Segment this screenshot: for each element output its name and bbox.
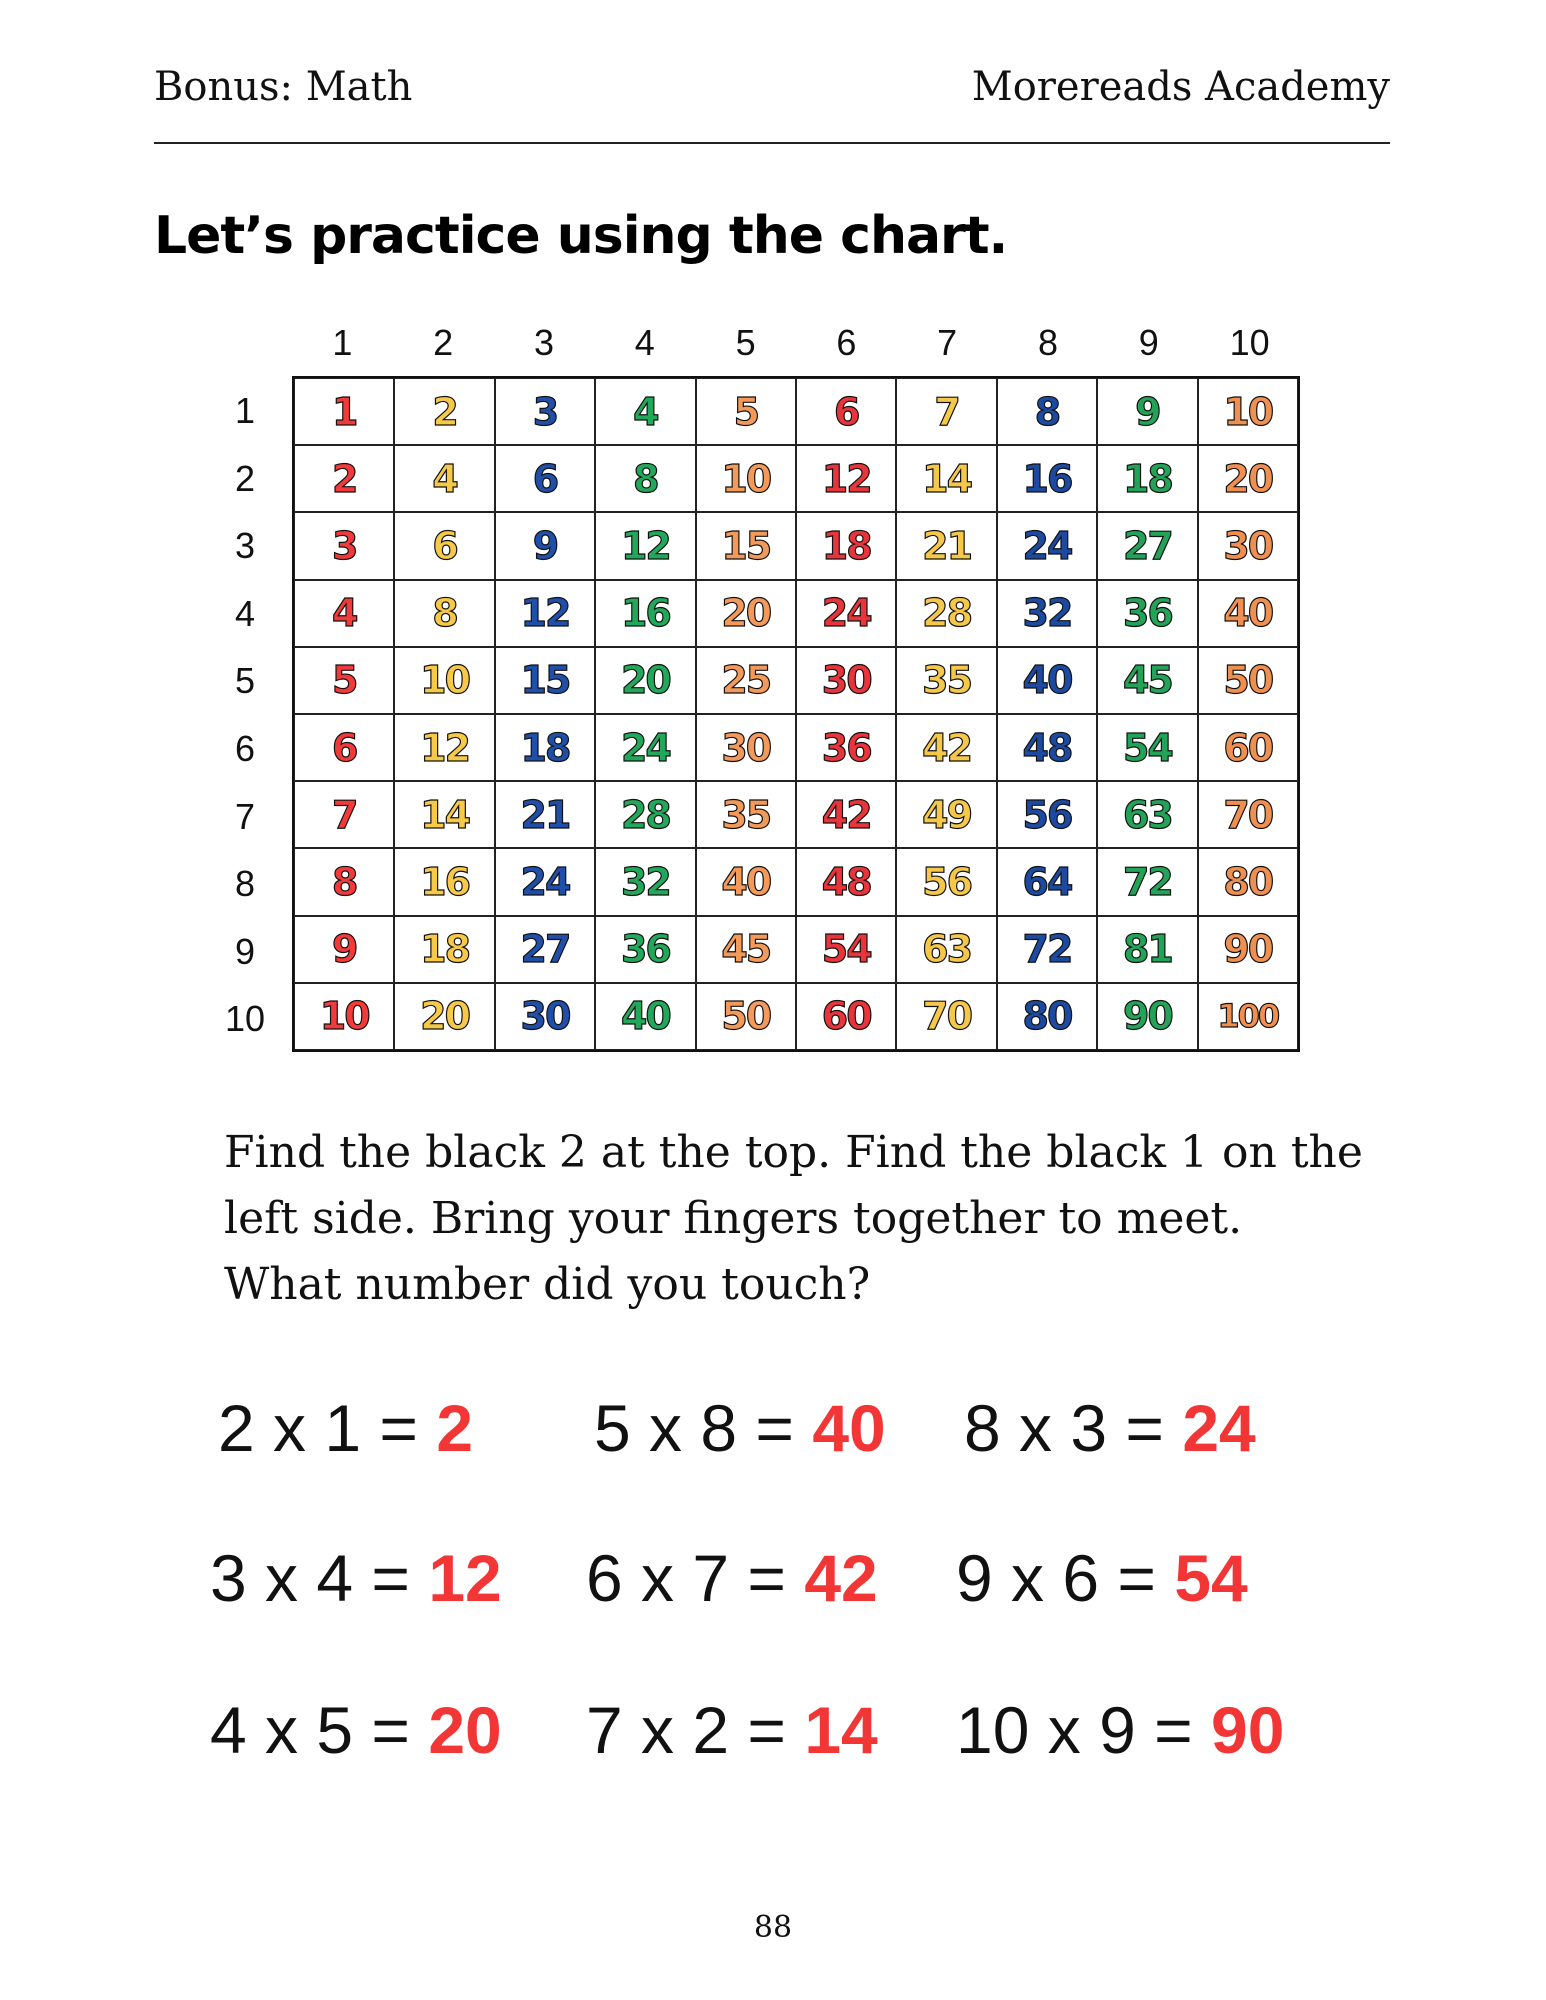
page-number: 88 [753, 1910, 793, 1945]
chart-cell: 42 [796, 781, 896, 848]
instructions-line-3: What number did you touch? [224, 1259, 871, 1310]
row-label: 5 [234, 660, 256, 702]
chart-cell: 2 [394, 378, 494, 445]
chart-cell: 12 [495, 580, 595, 647]
equation [218, 1390, 473, 1466]
equation-problem: 8 x 3 = [964, 1391, 1183, 1465]
equation [956, 1692, 1284, 1768]
chart-cell: 6 [394, 512, 494, 579]
chart-cell: 9 [294, 916, 394, 983]
column-label: 4 [634, 322, 655, 363]
chart-cell: 3 [495, 378, 595, 445]
row-label: 10 [224, 998, 266, 1040]
chart-cell: 49 [896, 781, 996, 848]
chart-cell: 14 [896, 445, 996, 512]
chart-cell: 90 [1198, 916, 1298, 983]
equation [956, 1540, 1248, 1616]
chart-cell: 24 [595, 714, 695, 781]
equation-problem: 2 x 1 = [218, 1391, 437, 1465]
column-label: 8 [1037, 322, 1058, 363]
chart-cell: 40 [696, 848, 796, 915]
chart-cell: 6 [294, 714, 394, 781]
chart-cell: 81 [1097, 916, 1197, 983]
chart-cell: 64 [997, 848, 1097, 915]
equation-answer: 90 [1211, 1693, 1285, 1767]
equation [210, 1540, 502, 1616]
chart-cell: 48 [997, 714, 1097, 781]
chart-cell: 18 [1097, 445, 1197, 512]
chart-cell: 10 [1198, 378, 1298, 445]
chart-cell: 21 [495, 781, 595, 848]
equation-answer: 14 [804, 1693, 878, 1767]
chart-cell: 3 [294, 512, 394, 579]
chart-cell: 9 [1097, 378, 1197, 445]
chart-cell: 20 [394, 983, 494, 1050]
chart-cell: 28 [595, 781, 695, 848]
chart-cell: 25 [696, 647, 796, 714]
chart-cell: 15 [495, 647, 595, 714]
chart-cell: 40 [1198, 580, 1298, 647]
chart-cell: 20 [696, 580, 796, 647]
chart-cell: 6 [495, 445, 595, 512]
chart-cell: 40 [595, 983, 695, 1050]
chart-cell: 10 [696, 445, 796, 512]
equation-list [210, 1390, 1360, 1810]
equation-answer: 24 [1182, 1391, 1256, 1465]
chart-cell: 21 [896, 512, 996, 579]
equation-answer: 54 [1174, 1541, 1248, 1615]
header-publisher: Morereads Academy [971, 64, 1390, 110]
chart-cell: 32 [595, 848, 695, 915]
chart-cell: 16 [997, 445, 1097, 512]
equation-answer: 12 [428, 1541, 502, 1615]
equation [586, 1540, 878, 1616]
chart-cell: 30 [796, 647, 896, 714]
column-label: 10 [1229, 322, 1270, 363]
chart-cell: 12 [595, 512, 695, 579]
equation-problem: 4 x 5 = [210, 1693, 429, 1767]
column-label: 5 [735, 322, 756, 363]
chart-cell: 4 [294, 580, 394, 647]
row-label: 9 [234, 930, 256, 972]
chart-cell: 18 [394, 916, 494, 983]
chart-cell: 100 [1198, 983, 1298, 1050]
chart-cell: 10 [394, 647, 494, 714]
chart-cell: 15 [696, 512, 796, 579]
equation-answer: 40 [812, 1391, 886, 1465]
chart-cell: 30 [1198, 512, 1298, 579]
chart-cell: 14 [394, 781, 494, 848]
chart-cell: 28 [896, 580, 996, 647]
chart-cell: 18 [495, 714, 595, 781]
chart-cell: 12 [796, 445, 896, 512]
equation-answer: 42 [804, 1541, 878, 1615]
chart-cell: 50 [1198, 647, 1298, 714]
chart-cell: 7 [896, 378, 996, 445]
chart-cell: 24 [997, 512, 1097, 579]
equation-problem: 7 x 2 = [586, 1693, 805, 1767]
chart-cell: 56 [896, 848, 996, 915]
column-label: 2 [433, 322, 454, 363]
chart-cell: 9 [495, 512, 595, 579]
chart-cell: 5 [696, 378, 796, 445]
chart-cell: 4 [595, 378, 695, 445]
chart-cell: 50 [696, 983, 796, 1050]
row-label: 7 [234, 795, 256, 837]
chart-cell: 40 [997, 647, 1097, 714]
chart-cell: 2 [294, 445, 394, 512]
chart-cell: 80 [1198, 848, 1298, 915]
chart-cell: 20 [595, 647, 695, 714]
row-label: 8 [234, 863, 256, 905]
header-section-title: Bonus: Math [154, 64, 413, 110]
chart-cell: 8 [595, 445, 695, 512]
page-heading: Let’s practice using the chart. [154, 206, 1008, 266]
chart-cell: 18 [796, 512, 896, 579]
chart-cell: 42 [896, 714, 996, 781]
header-divider [154, 142, 1390, 144]
chart-cell: 60 [796, 983, 896, 1050]
chart-cell: 70 [1198, 781, 1298, 848]
equation [964, 1390, 1256, 1466]
chart-cell: 27 [495, 916, 595, 983]
chart-cell: 35 [696, 781, 796, 848]
multiplication-chart [292, 376, 1300, 1052]
chart-cell: 63 [896, 916, 996, 983]
instructions-line-2: left side. Bring your fingers together to meet. [224, 1193, 1243, 1244]
chart-cell: 8 [394, 580, 494, 647]
equation-problem: 5 x 8 = [594, 1391, 813, 1465]
row-label: 4 [234, 592, 256, 634]
chart-cell: 4 [394, 445, 494, 512]
equation-problem: 6 x 7 = [586, 1541, 805, 1615]
chart-cell: 45 [1097, 647, 1197, 714]
chart-cell: 24 [796, 580, 896, 647]
chart-cell: 24 [495, 848, 595, 915]
column-label: 7 [937, 322, 958, 363]
chart-cell: 56 [997, 781, 1097, 848]
chart-cell: 27 [1097, 512, 1197, 579]
equation-problem: 3 x 4 = [210, 1541, 429, 1615]
chart-cell: 6 [796, 378, 896, 445]
chart-cell: 54 [796, 916, 896, 983]
chart-cell: 63 [1097, 781, 1197, 848]
equation-problem: 10 x 9 = [956, 1693, 1212, 1767]
chart-cell: 30 [696, 714, 796, 781]
chart-cell: 48 [796, 848, 896, 915]
chart-cell: 36 [595, 916, 695, 983]
chart-cell: 35 [896, 647, 996, 714]
chart-cell: 32 [997, 580, 1097, 647]
row-label: 6 [234, 728, 256, 769]
chart-cell: 36 [796, 714, 896, 781]
row-label: 3 [234, 525, 256, 567]
chart-cell: 8 [294, 848, 394, 915]
chart-cell: 70 [896, 983, 996, 1050]
equation [210, 1692, 502, 1768]
chart-cell: 72 [1097, 848, 1197, 915]
chart-cell: 12 [394, 714, 494, 781]
column-label: 3 [533, 322, 554, 363]
equation-answer: 20 [428, 1693, 502, 1767]
equation-problem: 9 x 6 = [956, 1541, 1175, 1615]
chart-cell: 10 [294, 983, 394, 1050]
instructions [224, 1120, 1364, 1318]
row-label: 1 [234, 390, 256, 431]
chart-cell: 8 [997, 378, 1097, 445]
chart-cell: 30 [495, 983, 595, 1050]
chart-cell: 60 [1198, 714, 1298, 781]
chart-cell: 5 [294, 647, 394, 714]
row-labels [210, 378, 280, 1058]
column-label: 1 [332, 322, 353, 363]
equation [586, 1692, 878, 1768]
chart-cell: 20 [1198, 445, 1298, 512]
chart-cell: 54 [1097, 714, 1197, 781]
equation [594, 1390, 886, 1466]
chart-cell: 80 [997, 983, 1097, 1050]
chart-cell: 45 [696, 916, 796, 983]
chart-cell: 7 [294, 781, 394, 848]
instructions-line-1: Find the black 2 at the top. Find the black 1 on the [224, 1127, 1363, 1178]
chart-cell: 72 [997, 916, 1097, 983]
column-label: 6 [836, 322, 857, 363]
column-label: 9 [1138, 322, 1159, 363]
chart-cell: 90 [1097, 983, 1197, 1050]
row-label: 2 [234, 457, 256, 499]
chart-cell: 16 [394, 848, 494, 915]
equation-answer: 2 [436, 1391, 474, 1465]
column-labels [292, 322, 1300, 372]
chart-cell: 36 [1097, 580, 1197, 647]
chart-cell: 1 [294, 378, 394, 445]
chart-cell: 16 [595, 580, 695, 647]
